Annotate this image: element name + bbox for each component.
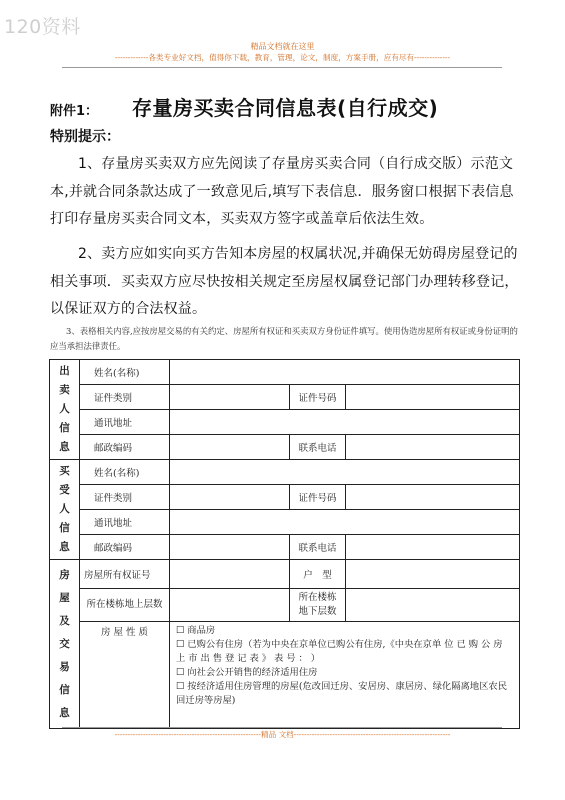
table-row xyxy=(50,560,520,589)
table-row xyxy=(50,589,520,622)
layout-field[interactable] xyxy=(346,560,520,589)
property-type-options xyxy=(170,622,520,729)
floors-above-field[interactable] xyxy=(170,589,290,622)
seller-id-type-field[interactable] xyxy=(170,385,290,410)
notice-paragraph-1: 1、存量房买卖双方应先阅读了存量房买卖合同（自行成交版）示范文本,并就合同条款达成了一致意见后,填写下表信息．服务窗口根据下表信息打印存量房买卖合同文本，买卖双方签字或盖章后依法生效。 xyxy=(50,156,514,227)
seller-phone-field[interactable] xyxy=(346,435,520,460)
watermark-logo: 120资料 xyxy=(4,16,81,38)
buyer-id-type-label: 证件类别 xyxy=(80,485,170,510)
table-row xyxy=(50,435,520,460)
buyer-id-no-field[interactable] xyxy=(346,485,520,510)
layout-label: 户 型 xyxy=(290,560,346,589)
cert-no-field[interactable] xyxy=(170,560,290,589)
footer-text: ---------------------------------------------------------精品 文档------------------------------------------------------------- xyxy=(114,730,451,739)
attachment-label: 附件1： xyxy=(50,104,99,119)
header-sub-text: -------------各类专业好文档，值得你下载，教育，管理，论文，制度，方案手册，应有尽有-------------- xyxy=(114,53,451,62)
document-title: 存量房买卖合同信息表(自行成交) xyxy=(132,96,439,120)
seller-name-label: 姓名(名称) xyxy=(80,360,170,385)
seller-postcode-label: 邮政编码 xyxy=(80,435,170,460)
buyer-name-field[interactable] xyxy=(170,460,520,485)
notice-paragraph-3: 3、表格相关内容,应按房屋交易的有关约定、房屋所有权证和买卖双方身份证件填写。使用伪造房屋所有权证或身份证明的应当承担法律责任。 xyxy=(50,326,518,351)
property-type-label: 房 屋 性 质 xyxy=(80,622,170,729)
option-affordable-managed[interactable]: ☐ 按经济适用住房管理的房屋(危改回迁房、安居房、康居房、绿化隔离地区农民回迁房等房屋) xyxy=(176,681,508,706)
buyer-postcode-label: 邮政编码 xyxy=(80,535,170,560)
seller-address-label: 通讯地址 xyxy=(80,410,170,435)
header-top-text: 精品文档就在这里 xyxy=(250,42,315,51)
seller-id-no-field[interactable] xyxy=(346,385,520,410)
floors-below-field[interactable] xyxy=(346,589,520,622)
buyer-side-label: 买 受 人 信 息 xyxy=(50,460,80,560)
seller-address-field[interactable] xyxy=(170,410,520,435)
house-side-label: 房 屋 及 交 易 信 息 xyxy=(50,560,80,729)
option-affordable-public[interactable]: ☐ 向社会公开销售的经济适用住房 xyxy=(176,667,318,678)
seller-id-type-label: 证件类别 xyxy=(80,385,170,410)
seller-id-no-label: 证件号码 xyxy=(290,385,346,410)
seller-side-label: 出 卖 人 信 息 xyxy=(50,360,80,460)
seller-name-field[interactable] xyxy=(170,360,520,385)
table-row xyxy=(50,385,520,410)
footer-divider xyxy=(62,727,502,728)
table-row xyxy=(50,360,520,385)
buyer-phone-label: 联系电话 xyxy=(290,535,346,560)
special-notice-heading: 特别提示： xyxy=(50,129,120,145)
table-row xyxy=(50,460,520,485)
buyer-name-label: 姓名(名称) xyxy=(80,460,170,485)
header-divider xyxy=(62,67,502,68)
buyer-id-no-label: 证件号码 xyxy=(290,485,346,510)
floors-above-label: 所在楼栋地上层数 xyxy=(80,589,170,622)
info-form-table xyxy=(49,359,520,729)
table-row xyxy=(50,410,520,435)
table-row xyxy=(50,485,520,510)
notice-paragraph-2: 2、卖方应如实向买方告知本房屋的权属状况,并确保无妨碍房屋登记的相关事项．买卖双方应尽快按相关规定至房屋权属登记部门办理转移登记，以保证双方的合法权益。 xyxy=(50,246,519,317)
table-row xyxy=(50,535,520,560)
option-commercial[interactable]: ☐ 商品房 xyxy=(176,625,216,636)
buyer-address-label: 通讯地址 xyxy=(80,510,170,535)
floors-below-label: 所在楼栋地下层数 xyxy=(290,589,346,622)
buyer-postcode-field[interactable] xyxy=(170,535,290,560)
option-public-housing[interactable]: ☐ 已购公有住房（若为中央在京单位已购公有住房,《中央在京单 位 已 购 公 房 上 市 出 售 登 记 表 》 表 号 ： ） xyxy=(176,639,503,664)
seller-phone-label: 联系电话 xyxy=(290,435,346,460)
buyer-id-type-field[interactable] xyxy=(170,485,290,510)
table-row xyxy=(50,622,520,729)
seller-postcode-field[interactable] xyxy=(170,435,290,460)
cert-no-label: 房屋所有权证号 xyxy=(80,560,170,589)
buyer-address-field[interactable] xyxy=(170,510,520,535)
title-row xyxy=(50,92,520,122)
table-row xyxy=(50,510,520,535)
buyer-phone-field[interactable] xyxy=(346,535,520,560)
